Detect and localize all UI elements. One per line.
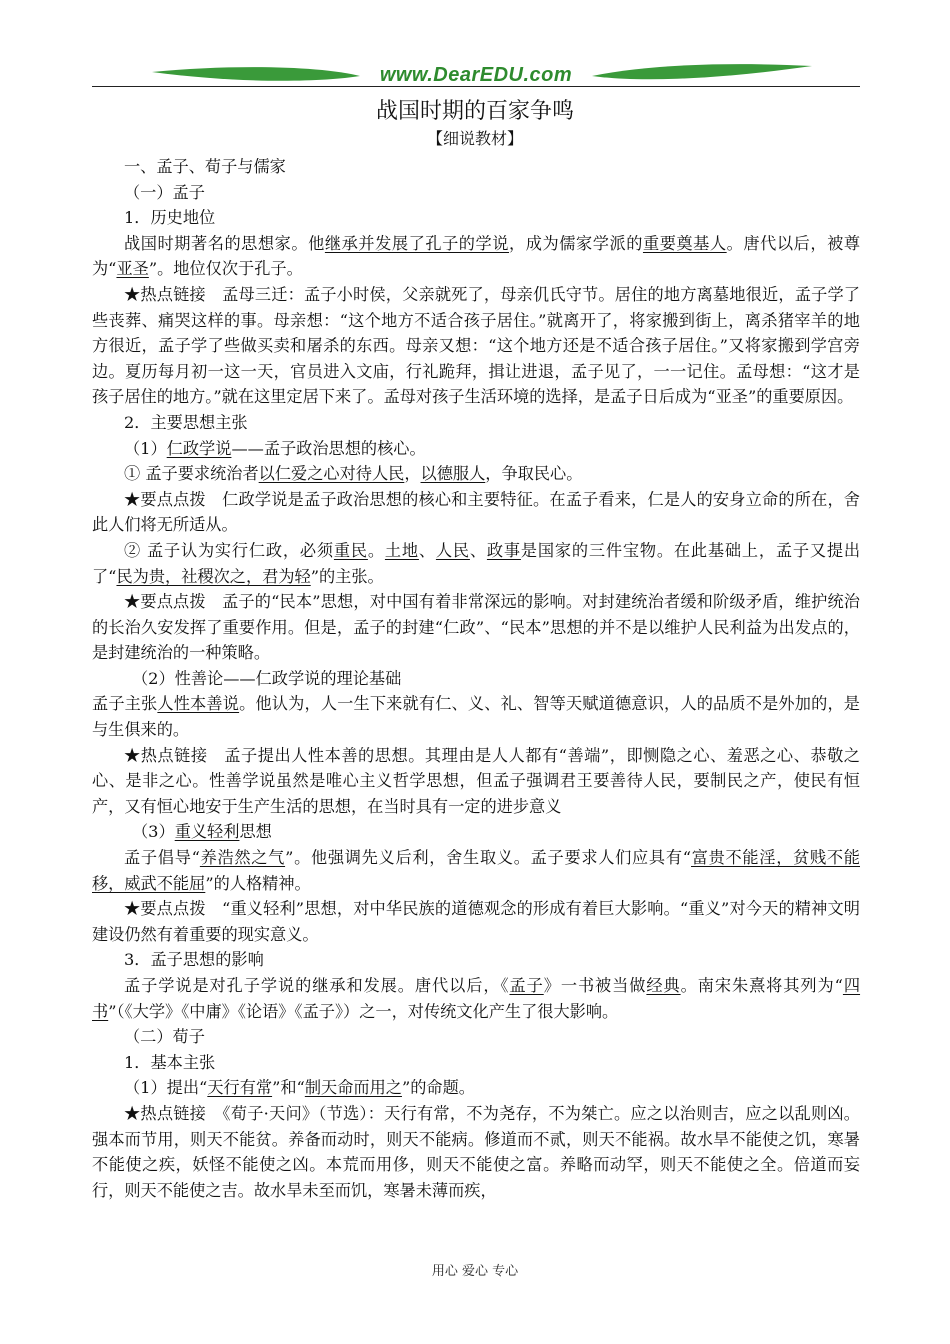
paragraph	[92, 1075, 860, 1101]
text-run: 。南宋朱熹将其列为“	[680, 976, 843, 995]
underlined-term: 四书	[92, 976, 861, 1021]
paragraph	[92, 1050, 860, 1076]
text-run: 3．孟子思想的影响	[124, 950, 264, 970]
site-logo	[92, 64, 860, 87]
paragraph	[92, 1024, 860, 1050]
underlined-term: 以德服人	[420, 464, 486, 484]
paragraph	[92, 538, 860, 589]
underlined-term: 制天命而用之	[304, 1078, 402, 1098]
underlined-term: 人民	[435, 540, 470, 560]
text-run: 一、孟子、荀子与儒家	[124, 157, 286, 176]
text-run: 2．主要思想主张	[124, 412, 248, 432]
paragraph	[92, 436, 860, 462]
underlined-term: 人性本善说	[157, 694, 240, 714]
paragraph	[92, 154, 860, 180]
page-footer: 用心 爱心 专心	[431, 1264, 519, 1279]
paragraph	[92, 896, 860, 947]
text-run: 1．历史地位	[124, 208, 216, 228]
text-run: （1）	[124, 438, 167, 458]
underlined-term: 孟子	[509, 976, 544, 995]
underlined-term: 重义轻利	[174, 822, 240, 842]
paragraph	[92, 947, 860, 973]
paragraph	[92, 743, 860, 820]
paragraph	[92, 487, 860, 538]
text-run: （3）	[132, 822, 175, 842]
text-run: ★热点链接 孟母三迁：孟子小时侯，父亲就死了，母亲仉氏守节。居住的地方离墓地很近，孟子学了些丧葬、痛哭这样的事。母亲想：“这个地方不适合孩子居住。”就离开了，将家搬到街上，离杀猪宰羊的地方很近，孟子学了些做买卖和屠杀的东西。母亲又想：“这个地方还是不适合孩子居住。”又将家搬到学宫旁边。夏历每月初一这一天，官员进入文庙，行礼跪拜，揖让进退，孟子见了，一一记住。孟母想：“这才是孩子居住的地方。”就在这里定居下来了。孟母对孩子生活环境的选择，是孟子日后成为“亚圣”的重要原因。	[92, 284, 860, 407]
paragraph	[92, 231, 860, 282]
text-run: 、	[418, 540, 436, 560]
paragraph	[92, 1101, 860, 1203]
page-title: 战国时期的百家争鸣	[375, 99, 574, 124]
underlined-term: 养浩然之气	[199, 848, 286, 868]
paragraph	[92, 410, 860, 436]
text-run: ”（《大学》《中庸》《论语》《孟子》）之一，对传统文化产生了很大影响。	[108, 1001, 619, 1021]
paragraph	[92, 461, 860, 487]
paragraph	[92, 589, 860, 666]
underlined-term: 经典	[646, 976, 681, 995]
paragraph	[92, 691, 860, 742]
underlined-term: 土地	[384, 540, 419, 560]
text-run: 孟子倡导“	[124, 848, 200, 868]
text-run: 是国家的三件宝物。在此基础上，孟子又提出了“	[92, 540, 861, 586]
text-run: （一）孟子	[124, 182, 205, 202]
text-run: ”的命题。	[401, 1078, 475, 1098]
text-run: ”和“	[272, 1078, 305, 1098]
page-header	[92, 62, 860, 92]
text-run: 》一书被当做	[543, 976, 647, 995]
paragraph	[92, 666, 860, 692]
text-run: 孟子学说是对孔子学说的继承和发展。唐代以后，《	[124, 976, 510, 995]
paragraph	[92, 282, 860, 410]
text-run: 思想	[239, 822, 272, 842]
underlined-term: 亚圣	[116, 259, 149, 279]
text-run: ——孟子政治思想的核心。	[231, 438, 426, 458]
text-run: ★热点链接 孟子提出人性本善的思想。其理由是人人都有“善端”，即恻隐之心、羞恶之心、恭敬之心、是非之心。性善学说虽然是唯心主义哲学思想，但孟子强调君王要善待人民，要制民之产，使民有恒产，又有恒心地安于生产生活的思想，在当时具有一定的进步意义	[92, 745, 860, 816]
underlined-term: 以仁爱之心对待人民	[258, 464, 405, 484]
text-run: ★热点链接 《荀子·天问》（节选）：天行有常，不为尧存，不为桀亡。应之以治则吉，应之以乱则凶。强本而节用，则天不能贫。养备而动时，则天不能病。修道而不贰，则天不能祸。故水旱不能使之饥，寒暑不能使之疾，妖怪不能使之凶。本荒而用侈，则天不能使之富。养略而动罕，则天不能使之全。倍道而妄行，则天不能使之吉。故水旱未至而饥，寒暑未薄而疾，	[92, 1103, 860, 1200]
text-run: ”的人格精神。	[205, 873, 311, 893]
text-run: ★要点点拨 “重义轻利”思想，对中华民族的道德观念的形成有着巨大影响。“重义”对今天的精神文明建设仍然有着重要的现实意义。	[92, 899, 860, 944]
underlined-term: 仁政学说	[166, 438, 232, 458]
paragraph	[92, 845, 860, 896]
text-run: 。唐代以后，被尊为“	[92, 233, 861, 279]
text-run: ① 孟子要求统治者	[124, 464, 259, 484]
document-body	[92, 154, 860, 1203]
text-run: ★要点点拨 仁政学说是孟子政治思想的核心和主要特征。在孟子看来，仁是人的安身立命的所在，舍此人们将无所适从。	[92, 489, 860, 535]
paragraph	[92, 819, 860, 845]
underlined-term: 政事	[486, 540, 521, 560]
underlined-term: 民为贵，社稷次之，君为轻	[116, 566, 311, 586]
underlined-term: 重要奠基人	[642, 233, 727, 253]
text-run: 。他认为，人一生下来就有仁、义、礼、智等天赋道德意识，人的品质不是外加的，是与生俱来的。	[92, 694, 860, 740]
text-run: 孟子主张	[92, 694, 158, 714]
text-run: ”。地位仅次于孔子。	[148, 259, 303, 279]
text-run: ，成为儒家学派的	[509, 233, 643, 253]
text-run: （1）提出“	[124, 1078, 208, 1098]
text-run: 1．基本主张	[124, 1052, 216, 1072]
paragraph	[92, 973, 860, 1024]
text-run: 战国时期著名的思想家。他	[124, 233, 325, 253]
paragraph	[92, 180, 860, 206]
text-run: （2）性善论——仁政学说的理论基础	[132, 668, 402, 688]
page-subtitle: 【细说教材】	[426, 129, 523, 148]
paragraph	[92, 205, 860, 231]
underlined-term: 天行有常	[207, 1078, 273, 1098]
text-run: （二）荀子	[124, 1027, 205, 1047]
underlined-term: 重民	[333, 540, 368, 560]
text-run: ② 孟子认为实行仁政，必须	[124, 540, 334, 560]
text-run: ★要点点拨 孟子的“民本”思想，对中国有着非常深远的影响。对封建统治者缓和阶级矛盾，维护统治的长治久安发挥了重要作用。但是，孟子的封建“仁政”、“民本”思想的并不是以维护人民利益为出发点的，是封建统治的一种策略。	[92, 592, 860, 663]
text-run: ”的主张。	[310, 566, 384, 586]
underlined-term: 富贵不能淫，贫贱不能移，威武不能屈	[92, 848, 860, 893]
site-url: www.DearEDU.com	[374, 64, 578, 86]
text-run: ，争取民心。	[485, 464, 583, 484]
text-run: ”。他强调先义后利，舍生取义。孟子要求人们应具有“	[285, 848, 692, 868]
text-run: ，	[404, 464, 421, 484]
text-run: 。	[367, 540, 385, 560]
text-run: 、	[469, 540, 487, 560]
underlined-term: 继承并发展了孔子的学说	[324, 233, 510, 253]
